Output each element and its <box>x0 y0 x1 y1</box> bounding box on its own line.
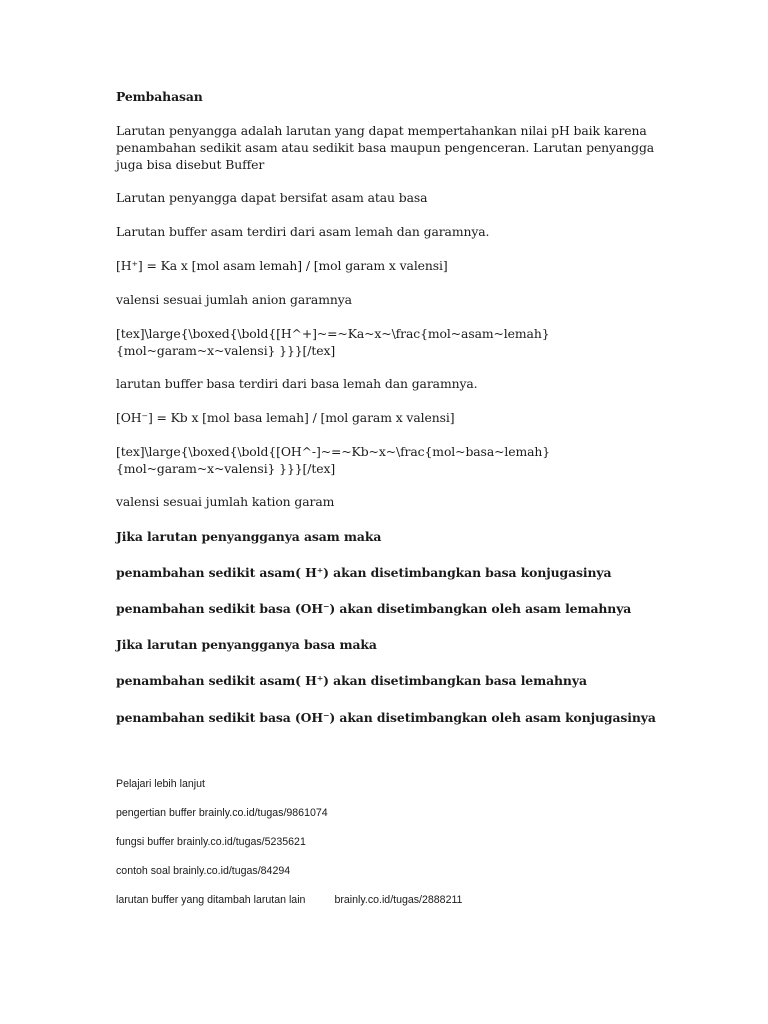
intro-line-3: juga bisa disebut Buffer <box>116 157 265 172</box>
acid-case-heading: Jika larutan penyangganya asam maka <box>116 529 382 544</box>
acid-tex-line-1: [tex]\large{\boxed{\bold{[H^+]~=~Ka~x~\frac{mol~asam~lemah} <box>116 326 550 341</box>
further-link-buffer-addition-label: larutan buffer yang ditambah larutan lain <box>116 894 306 906</box>
base-case-item-1: penambahan sedikit asam( H⁺) akan disetimbangkan basa lemahnya <box>116 673 587 688</box>
further-link-buffer-addition-url: brainly.co.id/tugas/2888211 <box>334 894 463 906</box>
acid-buffer-definition: Larutan buffer asam terdiri dari asam lemah dan garamnya. <box>116 224 490 239</box>
acid-buffer-formula: [H⁺] = Ka x [mol asam lemah] / [mol garam x valensi] <box>116 258 448 273</box>
acid-case-item-2: penambahan sedikit basa (OH⁻) akan disetimbangkan oleh asam lemahnya <box>116 601 632 616</box>
buffer-nature-text: Larutan penyangga dapat bersifat asam atau basa <box>116 190 428 205</box>
intro-paragraph <box>116 122 656 173</box>
base-buffer-formula: [OH⁻] = Kb x [mol basa lemah] / [mol garam x valensi] <box>116 410 455 425</box>
further-link-buffer-definition: pengertian buffer brainly.co.id/tugas/9861074 <box>116 807 328 819</box>
base-case-item-2: penambahan sedikit basa (OH⁻) akan disetimbangkan oleh asam konjugasinya <box>116 710 656 725</box>
base-tex-line-1: [tex]\large{\boxed{\bold{[OH^-]~=~Kb~x~\frac{mol~basa~lemah} <box>116 444 551 459</box>
further-link-buffer-addition <box>116 893 656 907</box>
intro-line-1: Larutan penyangga adalah larutan yang dapat mempertahankan nilai pH baik karena <box>116 123 647 138</box>
base-case-heading: Jika larutan penyangganya basa maka <box>116 637 377 652</box>
base-tex-line-2: {mol~garam~x~valensi} }}}[/tex] <box>116 461 336 476</box>
acid-tex-formula <box>116 325 656 359</box>
base-valence-note: valensi sesuai jumlah kation garam <box>116 494 335 509</box>
page-heading: Pembahasan <box>116 89 203 104</box>
acid-valence-note: valensi sesuai jumlah anion garamnya <box>116 292 352 307</box>
further-link-buffer-function: fungsi buffer brainly.co.id/tugas/5235621 <box>116 836 306 848</box>
base-tex-formula <box>116 443 656 477</box>
acid-tex-line-2: {mol~garam~x~valensi} }}}[/tex] <box>116 343 336 358</box>
intro-line-2: penambahan sedikit asam atau sedikit basa maupun pengenceran. Larutan penyangga <box>116 140 655 155</box>
acid-case-item-1: penambahan sedikit asam( H⁺) akan disetimbangkan basa konjugasinya <box>116 565 612 580</box>
further-study-heading: Pelajari lebih lanjut <box>116 778 205 790</box>
base-buffer-definition: larutan buffer basa terdiri dari basa lemah dan garamnya. <box>116 376 478 391</box>
further-link-example-problem: contoh soal brainly.co.id/tugas/84294 <box>116 865 291 877</box>
